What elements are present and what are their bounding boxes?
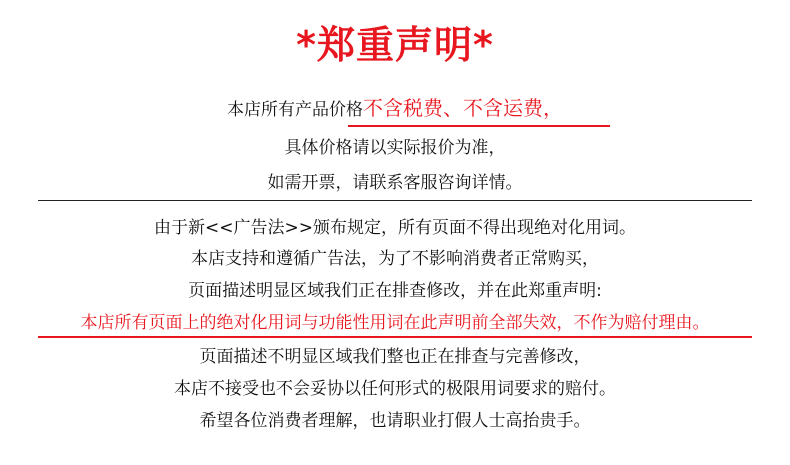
invoice-notice: 如需开票，请联系客服咨询详情。 [267, 173, 523, 193]
price-notice-prefix: 本店所有产品价格 [227, 100, 363, 120]
price-notice [0, 92, 790, 121]
law-line-3: 页面描述明显区域我们正在排查修改，并在此郑重声明: [188, 281, 602, 301]
law-line-2: 本店支持和遵循广告法，为了不影响消费者正常购买， [191, 249, 599, 269]
closing-line-1: 页面描述不明显区域我们整也正在排查与完善修改， [199, 347, 591, 367]
price-notice-line-2: 具体价格请以实际报价为准， [284, 138, 506, 158]
law-line-1: 由于新<<广告法>>颁布规定，所有页面不得出现绝对化用词。 [154, 218, 636, 238]
closing-line-3: 希望各位消费者理解，也请职业打假人士高抬贵手。 [199, 411, 591, 431]
section-divider [38, 200, 752, 201]
price-notice-highlight: 不含税费、不含运费， [363, 96, 563, 120]
declaration-line: 本店所有页面上的绝对化用词与功能性用词在此声明前全部失效，不作为赔付理由。 [80, 313, 710, 333]
declaration-underline [38, 336, 752, 338]
closing-line-2: 本店不接受也不会妥协以任何形式的极限用词要求的赔付。 [174, 379, 616, 399]
highlight-underline [348, 125, 610, 127]
page-title: *郑重声明* [296, 23, 494, 67]
